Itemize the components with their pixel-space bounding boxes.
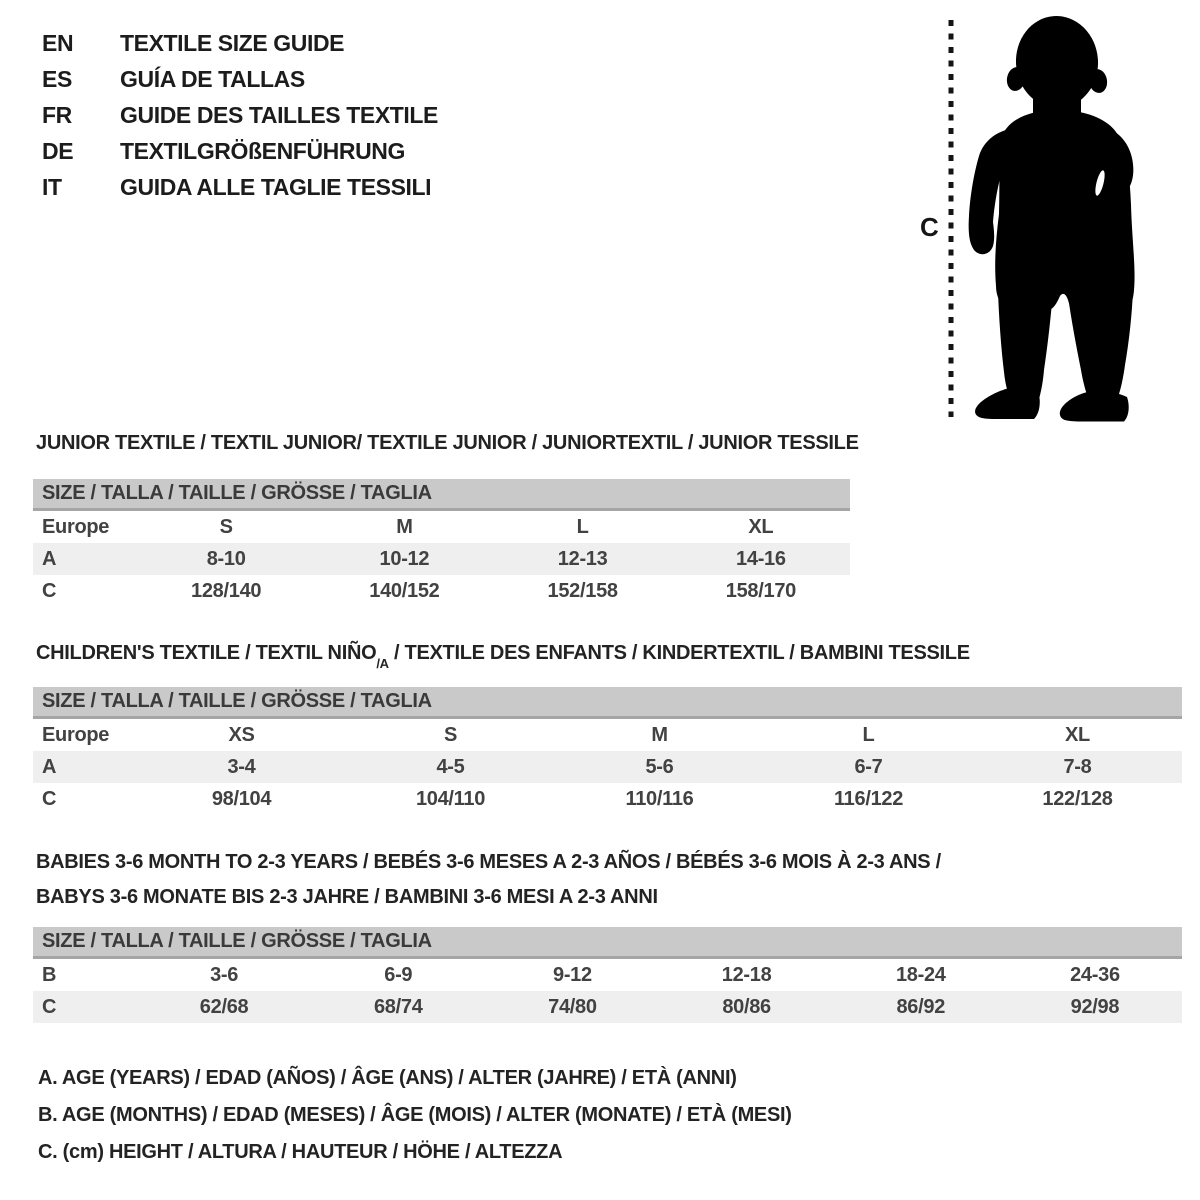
language-label: TEXTILE SIZE GUIDE bbox=[120, 29, 345, 56]
cell-value: 3-6 bbox=[210, 963, 239, 986]
cell-value: 128/140 bbox=[191, 579, 262, 602]
table-row bbox=[33, 719, 1182, 751]
cell-value: 8-10 bbox=[206, 547, 246, 570]
table-row bbox=[33, 783, 1182, 815]
cell-value: S bbox=[219, 515, 233, 538]
table-row bbox=[33, 575, 850, 607]
cell-value: 24-36 bbox=[1070, 963, 1120, 986]
cell-value: M bbox=[651, 723, 668, 746]
row-label: C bbox=[42, 787, 57, 810]
toddler-silhouette-icon bbox=[900, 0, 1200, 430]
cell-value: 80/86 bbox=[722, 995, 771, 1018]
language-code: DE bbox=[42, 137, 74, 164]
row-label: A bbox=[42, 547, 57, 570]
legend-line-c: C. (cm) HEIGHT / ALTURA / HAUTEUR / HÖHE / ALTEZZA bbox=[38, 1141, 563, 1163]
size-header-bar: SIZE / TALLA / TAILLE / GRÖSSE / TAGLIA bbox=[33, 687, 1182, 719]
cell-value: M bbox=[396, 515, 413, 538]
cell-value: 5-6 bbox=[645, 755, 674, 778]
table-row bbox=[33, 751, 1182, 783]
cell-value: 62/68 bbox=[199, 995, 249, 1018]
language-code: IT bbox=[42, 173, 62, 200]
row-label: Europe bbox=[42, 723, 110, 746]
cell-value: L bbox=[576, 515, 589, 538]
language-code: FR bbox=[42, 101, 72, 128]
language-row-es bbox=[42, 61, 438, 97]
language-code: ES bbox=[42, 65, 72, 92]
babies-section-title bbox=[36, 845, 1036, 915]
cell-value: 92/98 bbox=[1070, 995, 1120, 1018]
cell-value: S bbox=[443, 723, 458, 746]
cell-value: 4-5 bbox=[436, 755, 465, 778]
table-row bbox=[33, 543, 850, 575]
cell-value: 74/80 bbox=[548, 995, 597, 1018]
row-label: C bbox=[42, 995, 57, 1018]
row-label: Europe bbox=[42, 515, 110, 538]
cell-value: 68/74 bbox=[373, 995, 423, 1018]
cell-value: L bbox=[862, 723, 875, 746]
cell-value: XL bbox=[1065, 723, 1090, 746]
language-list bbox=[42, 25, 438, 205]
language-label: GUIDE DES TAILLES TEXTILE bbox=[120, 101, 438, 128]
language-row-it bbox=[42, 169, 438, 205]
cell-value: 98/104 bbox=[211, 787, 272, 810]
measurement-legend bbox=[38, 1060, 792, 1171]
cell-value: 140/152 bbox=[369, 579, 440, 602]
language-row-fr bbox=[42, 97, 438, 133]
junior-size-table bbox=[33, 479, 850, 607]
cell-value: 122/128 bbox=[1042, 787, 1113, 810]
table-row bbox=[33, 959, 1182, 991]
cell-value: 7-8 bbox=[1063, 755, 1092, 778]
babies-title-line1: BABIES 3-6 MONTH TO 2-3 YEARS / BEBÉS 3-6 MESES A 2-3 AÑOS / BÉBÉS 3-6 MOIS À 2-3 ANS / bbox=[36, 851, 941, 873]
junior-section-title: JUNIOR TEXTILE / TEXTIL JUNIOR/ TEXTILE JUNIOR / JUNIORTEXTIL / JUNIOR TESSILE bbox=[36, 432, 859, 454]
cell-value: 3-4 bbox=[227, 755, 256, 778]
cell-value: 6-9 bbox=[384, 963, 413, 986]
language-label: GUIDA ALLE TAGLIE TESSILI bbox=[120, 173, 432, 200]
cell-value: 14-16 bbox=[736, 547, 786, 570]
cell-value: 12-18 bbox=[721, 963, 772, 986]
babies-title-line2: BABYS 3-6 MONATE BIS 2-3 JAHRE / BAMBINI 3-6 MESI A 2-3 ANNI bbox=[36, 886, 658, 908]
babies-size-table bbox=[33, 927, 1182, 1023]
cell-value: 10-12 bbox=[379, 547, 430, 570]
table-row bbox=[33, 511, 850, 543]
children-section-title bbox=[36, 641, 970, 672]
size-header-bar: SIZE / TALLA / TAILLE / GRÖSSE / TAGLIA bbox=[33, 927, 1182, 959]
cell-value: 152/158 bbox=[547, 579, 618, 602]
cell-value: 9-12 bbox=[553, 963, 592, 986]
legend-line-b: B. AGE (MONTHS) / EDAD (MESES) / ÂGE (MOIS) / ALTER (MONATE) / ETÀ (MESI) bbox=[38, 1104, 792, 1126]
size-header-bar: SIZE / TALLA / TAILLE / GRÖSSE / TAGLIA bbox=[33, 479, 850, 511]
cell-value: 110/116 bbox=[625, 787, 694, 810]
cell-value: 6-7 bbox=[854, 755, 883, 778]
cell-value: 12-13 bbox=[557, 547, 608, 570]
cell-value: 116/122 bbox=[833, 787, 904, 810]
row-label: C bbox=[42, 579, 57, 602]
legend-line-a: A. AGE (YEARS) / EDAD (AÑOS) / ÂGE (ANS) / ALTER (JAHRE) / ETÀ (ANNI) bbox=[38, 1067, 737, 1089]
children-title-rest: / TEXTILE DES ENFANTS / KINDERTEXTIL / BAMBINI TESSILE bbox=[388, 642, 970, 664]
table-row bbox=[33, 991, 1182, 1023]
children-size-table bbox=[33, 687, 1182, 815]
cell-value: 158/170 bbox=[725, 579, 796, 602]
cell-value: 104/110 bbox=[415, 787, 486, 810]
language-code: EN bbox=[42, 29, 74, 56]
cell-value: 18-24 bbox=[895, 963, 946, 986]
cell-value: XL bbox=[748, 515, 774, 538]
children-title-main: CHILDREN'S TEXTILE / TEXTIL NIÑO bbox=[36, 642, 377, 664]
row-label: A bbox=[42, 755, 57, 778]
language-row-de bbox=[42, 133, 438, 169]
cell-value: XS bbox=[228, 723, 255, 746]
children-title-sub: /A bbox=[376, 656, 389, 671]
language-label: GUÍA DE TALLAS bbox=[120, 65, 305, 92]
language-row-en bbox=[42, 25, 438, 61]
height-measure-label: C bbox=[920, 212, 939, 242]
cell-value: 86/92 bbox=[896, 995, 946, 1018]
row-label: B bbox=[42, 963, 57, 986]
language-label: TEXTILGRÖßENFÜHRUNG bbox=[120, 137, 405, 164]
